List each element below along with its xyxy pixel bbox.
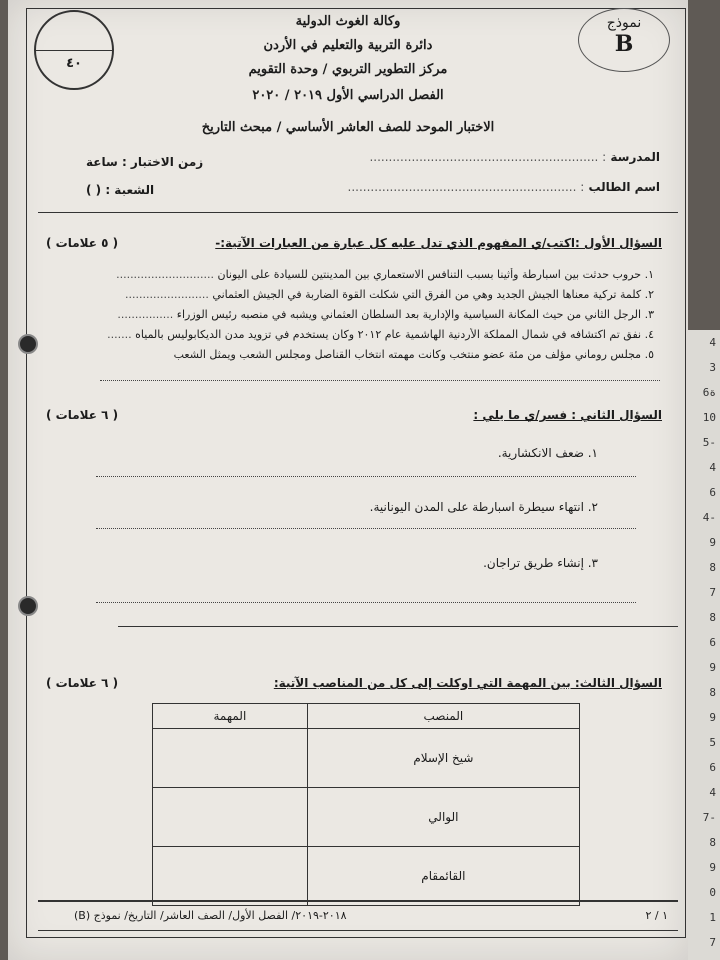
department-title: دائرة التربية والتعليم في الأردن (263, 38, 433, 53)
q3-title: السؤال الثالث: بين المهمة التي اوكلت إلى كل من المناصب الآتية: (273, 676, 662, 690)
page-footer (38, 900, 678, 931)
side-sheet-cell: 4 (709, 336, 716, 349)
q1-item-1[interactable]: ١. حروب حدثت بين اسبارطة وأثينا بسبب التنافس الاستعماري بين المدينتين للسيادة على اليونان ............................ (116, 268, 654, 281)
side-sheet-cell: 3 (709, 361, 716, 374)
student-field[interactable] (348, 180, 660, 194)
position-cell: القائمقام (307, 847, 579, 906)
model-badge (578, 8, 670, 72)
col-header-task: المهمة (153, 704, 308, 729)
side-sheet-cell: 8 (709, 686, 716, 699)
side-sheet-cell: 6 (709, 761, 716, 774)
side-sheet-cell: 6 (709, 636, 716, 649)
q2-item-1-answer-line[interactable] (96, 476, 636, 477)
student-label: اسم الطالب (588, 180, 660, 194)
school-field[interactable] (369, 150, 660, 164)
q2-item-3-answer-line[interactable] (96, 602, 636, 603)
model-code: B (614, 31, 634, 57)
side-sheet-cell: 7 (709, 936, 716, 949)
q1-item-3[interactable]: ٣. الرجل الثاني من حيث المكانة السياسية والإدارية بعد السلطان العثماني ويشبه في منصبه رئيس الوزراء ................ (117, 308, 654, 321)
q1-title: السؤال الأول :اكتب/ي المفهوم الذي تدل عليه كل عبارة من العبارات الآتية:- (215, 236, 662, 250)
exam-time: زمن الاختبار : ساعة (86, 155, 204, 169)
table-row (153, 729, 580, 788)
q1-item-4[interactable]: ٤. نفق تم اكتشافه في شمال المملكة الأردنية الهاشمية عام ٢٠١٢ وكان يستخدم في تزويد مدن الديكابوليس بالمياه ....... (107, 328, 654, 341)
side-sheet-cell: 0 (709, 886, 716, 899)
side-sheet-cell: 9 (709, 661, 716, 674)
q1-item-4-text: ٤. نفق تم اكتشافه في شمال المملكة الأردنية الهاشمية عام ٢٠١٢ وكان يستخدم في تزويد مدن الديكابوليس بالمياه (135, 328, 654, 341)
side-sheet-cell: 6 (709, 486, 716, 499)
student-dots: : ............................................................ (347, 180, 585, 194)
task-answer-cell[interactable] (153, 788, 308, 847)
position-cell: شيخ الإسلام (307, 729, 579, 788)
q1-marks: ( ٥ علامات ) (46, 236, 119, 250)
punch-hole-2 (18, 596, 38, 616)
semester-title: الفصل الدراسي الأول ٢٠١٩ / ٢٠٢٠ (252, 88, 444, 103)
q3-marks: ( ٦ علامات ) (46, 676, 119, 690)
center-title: مركز التطوير التربوي / وحدة التقويم (248, 62, 448, 77)
side-sheet-cell: 4 (709, 786, 716, 799)
side-sheet-cell: 8 (709, 611, 716, 624)
school-label: المدرسة (610, 150, 660, 164)
footer-text: ٢٠١٨-٢٠١٩/ الفصل الأول/ الصف العاشر/ التاريخ/ نموذج (B) (74, 909, 347, 922)
exam-title: الاختبار الموحد للصف العاشر الأساسي / مبحث التاريخ (201, 120, 495, 135)
side-sheet-cell: 5 (709, 736, 716, 749)
side-sheet-cell: 4 (709, 461, 716, 474)
side-sheet-cell: 9 (709, 711, 716, 724)
q2-item-2-answer-line[interactable] (96, 528, 636, 529)
q2-item-2: ٢. انتهاء سيطرة اسبارطة على المدن اليونانية. (369, 500, 598, 514)
score-circle (34, 10, 114, 90)
side-sheet-cell: 9 (709, 861, 716, 874)
q1-item-5-text: ٥. مجلس روماني مؤلف من مئة عضو منتخب وكانت مهمته انتخاب القناصل ومجلس الشعب ويمثل الشعب (173, 348, 654, 361)
side-sheet-cell: 8 (709, 561, 716, 574)
q2-title: السؤال الثاني : فسر/ي ما يلي : (473, 408, 662, 422)
side-sheet-cell: 8 (709, 836, 716, 849)
header-divider (38, 212, 678, 213)
section-field[interactable]: الشعبة : ( ) (86, 183, 155, 197)
model-label: نموذج (606, 15, 642, 31)
q1-item-1-text: ١. حروب حدثت بين اسبارطة وأثينا بسبب التنافس الاستعماري بين المدينتين للسيادة على اليونان (217, 268, 654, 281)
q1-item-2[interactable]: ٢. كلمة تركية معناها الجيش الجديد وهي من الفرق التي شكلت القوة الضاربة في الجيش العثماني ........................ (125, 288, 654, 301)
school-dots: : ............................................................ (369, 150, 607, 164)
punch-hole (18, 334, 38, 354)
table-row (153, 788, 580, 847)
agency-title: وكالة الغوث الدولية (295, 14, 401, 29)
q2-divider (118, 626, 678, 627)
side-sheet-cell: ة6 (702, 386, 716, 399)
task-answer-cell[interactable] (153, 847, 308, 906)
q1-item-2-text: ٢. كلمة تركية معناها الجيش الجديد وهي من الفرق التي شكلت القوة الضاربة في الجيش العثماني (212, 288, 654, 301)
col-header-position: المنصب (307, 704, 579, 729)
q2-item-1: ١. ضعف الانكشارية. (497, 446, 598, 460)
total-score: ٤٠ (66, 56, 82, 71)
side-sheet-cell: 1 (709, 911, 716, 924)
side-sheet-cell: 7 (709, 586, 716, 599)
side-sheet-cell: 4- (702, 511, 716, 524)
q2-item-3: ٣. إنشاء طريق تراجان. (483, 556, 598, 570)
position-cell: الوالي (307, 788, 579, 847)
side-sheet-cell: 7- (702, 811, 716, 824)
page-number: ١ / ٢ (645, 909, 668, 922)
q1-item-5[interactable] (34, 348, 654, 361)
exam-paper (8, 0, 688, 960)
side-sheet-cell: 10 (702, 411, 716, 424)
q1-item-5-answer-line[interactable] (100, 380, 660, 381)
q2-marks: ( ٦ علامات ) (46, 408, 119, 422)
task-answer-cell[interactable] (153, 729, 308, 788)
side-sheet-cell: 9 (709, 536, 716, 549)
table-row (153, 847, 580, 906)
q1-item-3-text: ٣. الرجل الثاني من حيث المكانة السياسية والإدارية بعد السلطان العثماني ويشبه في منصبه رئيس الوزراء (176, 308, 654, 321)
side-sheet-cell: 5- (702, 436, 716, 449)
score-divider (36, 50, 112, 51)
roles-table (152, 703, 580, 906)
